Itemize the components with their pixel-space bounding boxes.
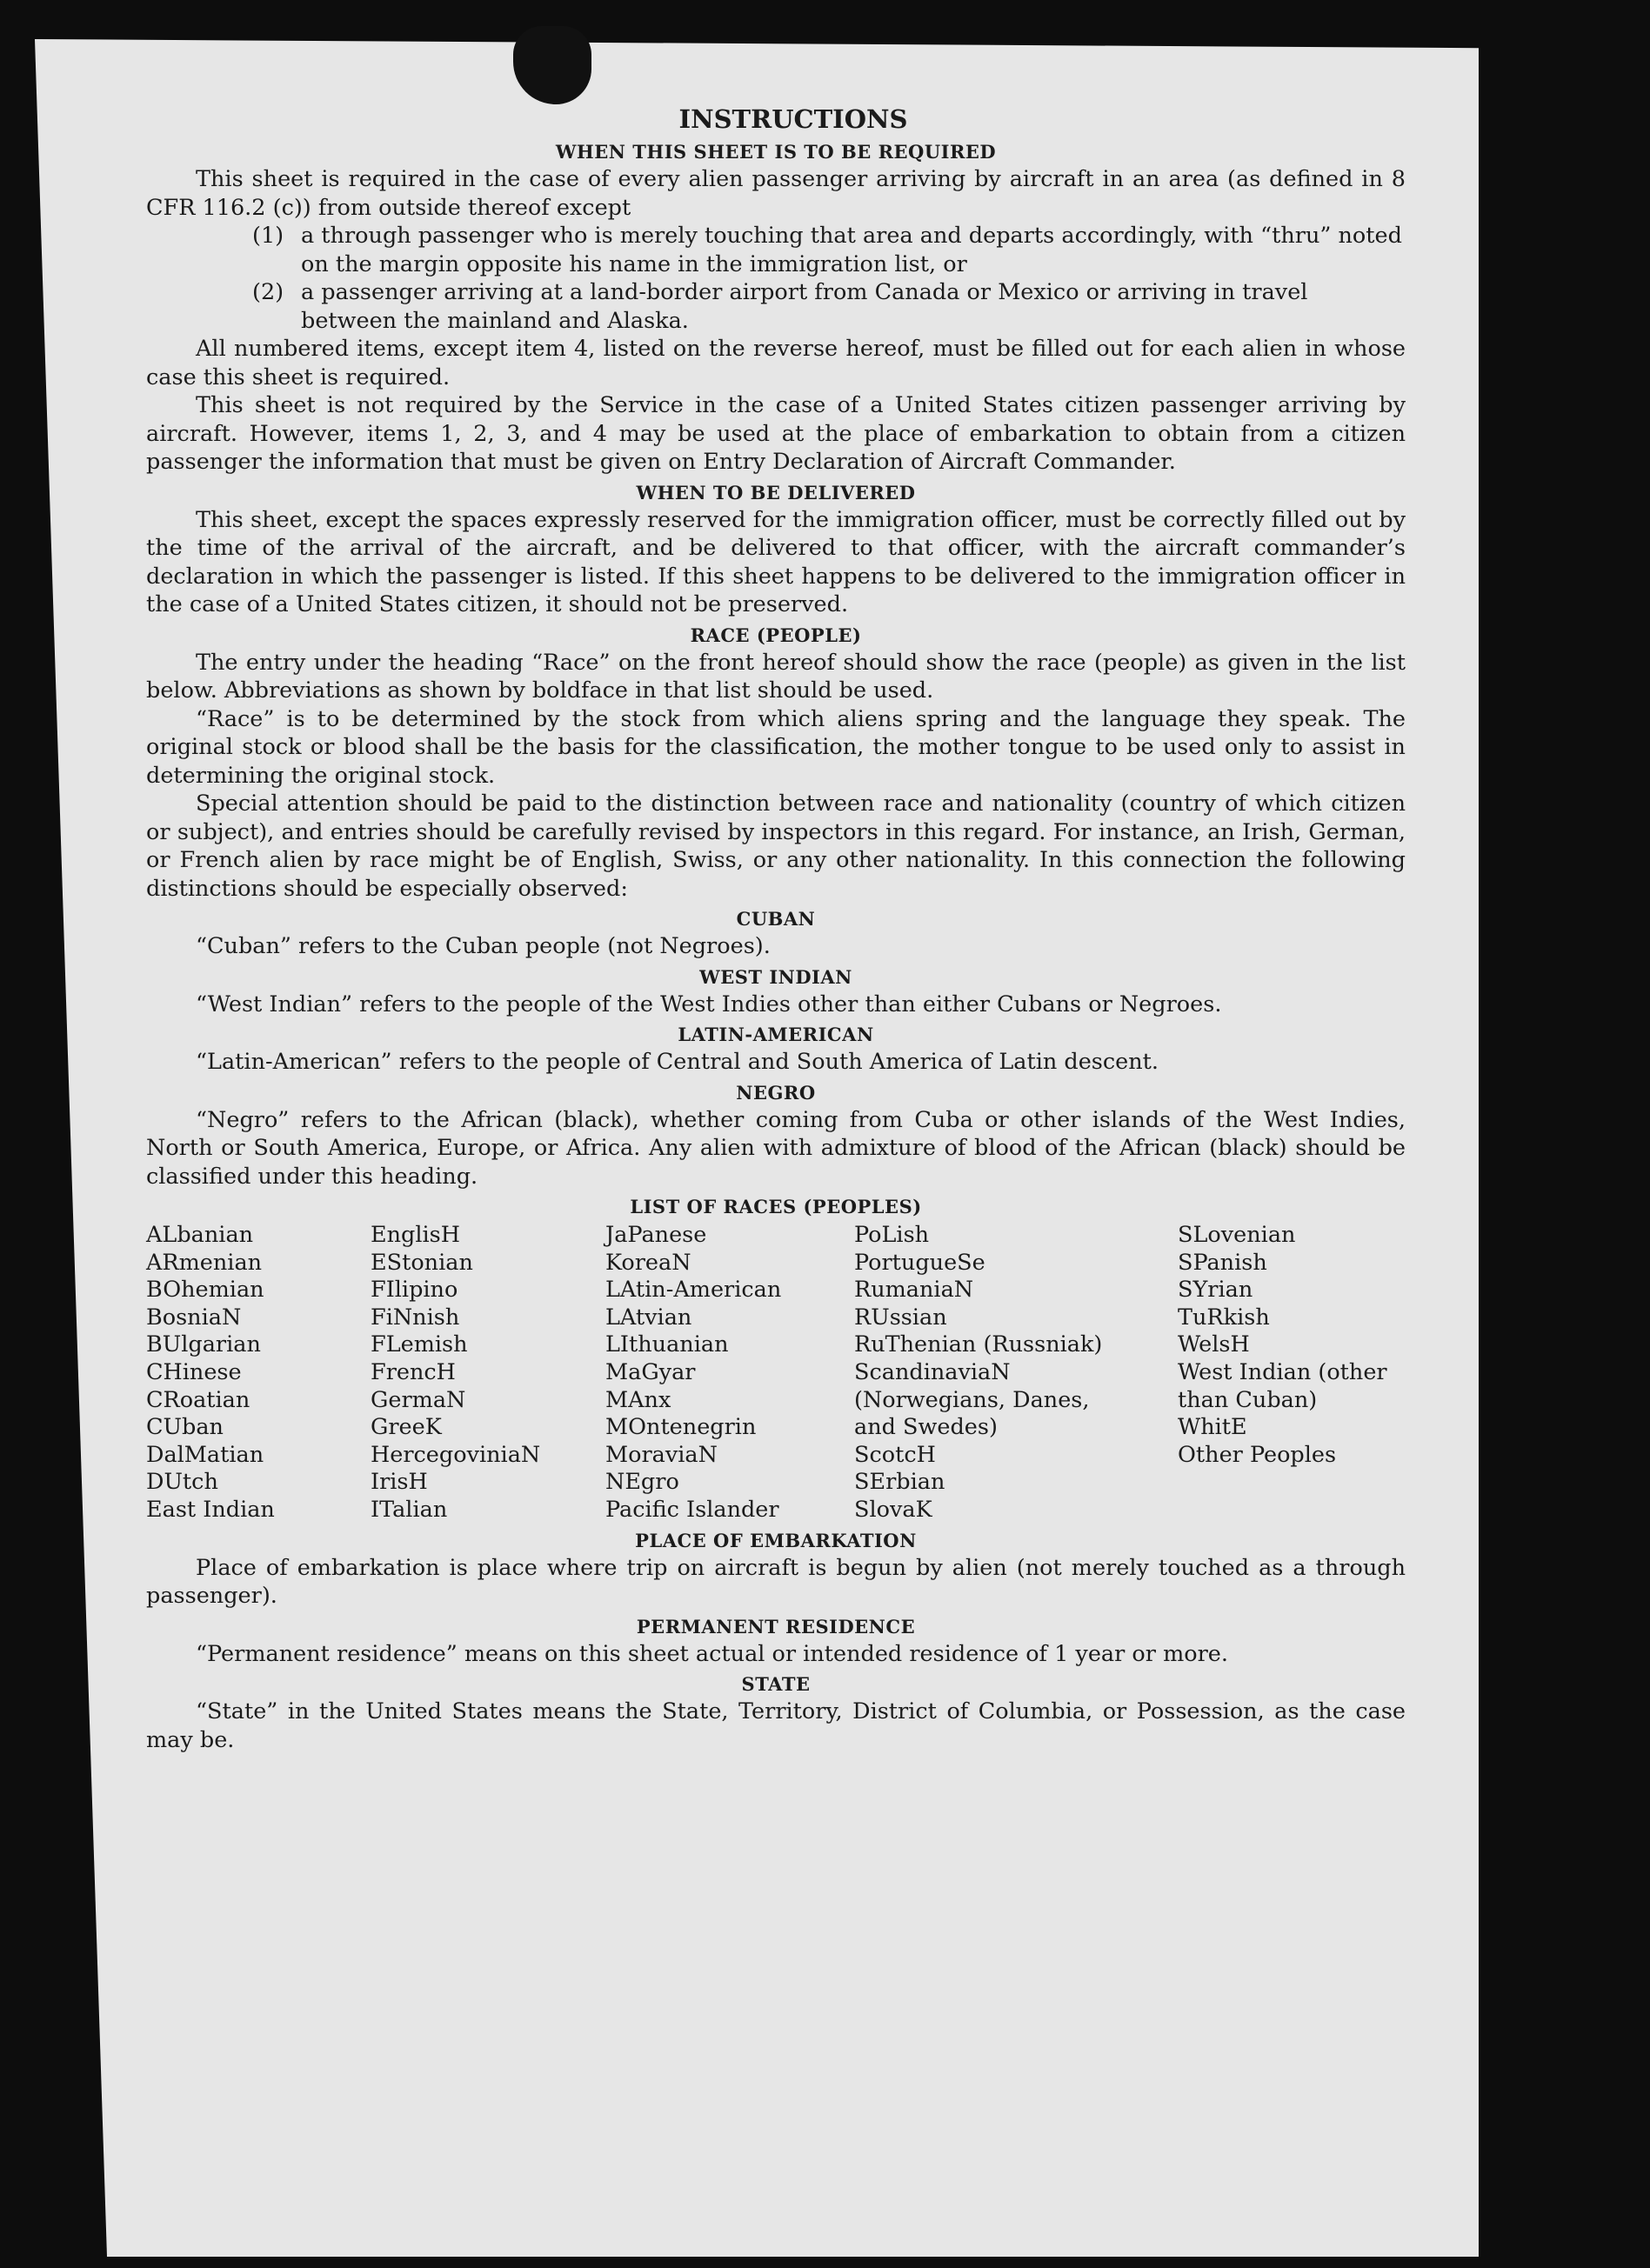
heading-races-list: LIST OF RACES (PEOPLES) <box>630 1196 922 1217</box>
embarkation-text: Place of embarkation is place where trip on aircraft is begun by alien (not merely touched as a through passenger). <box>146 1554 1406 1610</box>
race-entry: MAnx <box>605 1386 671 1413</box>
race-entry: CHinese <box>146 1358 242 1385</box>
race-entry: MOntenegrin <box>605 1414 757 1441</box>
cuban-text: “Cuban” refers to the Cuban people (not Negroes). <box>196 933 771 959</box>
race-entry: FIlipino <box>371 1277 458 1304</box>
race-entry: TuRkish <box>1178 1304 1270 1331</box>
heading-delivered: WHEN TO BE DELIVERED <box>636 481 916 504</box>
race-entry: EStonian <box>371 1249 473 1276</box>
race-entry: ARmenian <box>146 1249 263 1276</box>
race-entry: FrencH <box>371 1358 456 1385</box>
race-entry: ITalian <box>371 1496 448 1523</box>
race-entry: SErbian <box>854 1469 945 1496</box>
race-entry: LIthuanian <box>605 1331 729 1358</box>
race-entry: ScotcH <box>854 1441 936 1468</box>
race-entry: KoreaN <box>605 1249 691 1276</box>
race-entry: PortugueSe <box>854 1249 985 1276</box>
race-para2: “Race” is to be determined by the stock from which aliens spring and the language they speak. The original stock or blood shall be the basis for the classification, the mother tongue to be used only to assist in determining the original stock. <box>146 705 1406 789</box>
latin-american-text: “Latin-American” refers to the people of Central and South America of Latin descent. <box>196 1049 1159 1075</box>
races-column <box>1178 1222 1406 1524</box>
race-entry: FLemish <box>371 1331 468 1358</box>
race-para1: The entry under the heading “Race” on the front hereof should show the race (people) as given in the list below. Abbreviations as shown by boldface in that list should be used. <box>146 649 1406 704</box>
race-entry: LAtin-American <box>605 1277 782 1304</box>
race-entry: PoLish <box>854 1222 930 1248</box>
west-indian-text: “West Indian” refers to the people of the West Indies other than either Cubans or Negroes. <box>196 991 1222 1017</box>
heading-latin-american: LATIN-AMERICAN <box>678 1024 874 1045</box>
race-entry: East Indian <box>146 1496 275 1523</box>
race-entry: CRoatian <box>146 1386 251 1413</box>
races-column <box>371 1222 605 1524</box>
race-entry: RuThenian (Russniak) <box>854 1331 1103 1358</box>
delivered-text: This sheet, except the spaces expressly reserved for the immigration officer, must be correctly filled out by the time of the arrival of the aircraft, and be delivered to that officer, with the aircraft commander’s declaration in which the passenger is listed. If this sheet happens to be delivered to the immigration officer in the case of a United States citizen, it should not be preserved. <box>146 506 1406 617</box>
race-entry: EnglisH <box>371 1222 460 1248</box>
heading-west-indian: WEST INDIAN <box>699 965 852 988</box>
race-entry: RumaniaN <box>854 1277 974 1304</box>
race-entry: ScandinaviaN (Norwegians, Danes, and Swedes) <box>854 1358 1090 1441</box>
races-column <box>854 1222 1178 1524</box>
race-entry: LAtvian <box>605 1304 692 1331</box>
race-entry: MoraviaN <box>605 1441 718 1468</box>
race-entry: FiNnish <box>371 1304 460 1331</box>
race-entry: GermaN <box>371 1386 466 1413</box>
races-column <box>146 1222 371 1524</box>
race-entry: JaPanese <box>605 1222 707 1248</box>
exception-item: (2) a passenger arriving at a land-border airport from Canada or Mexico or arriving in travel between the mainland and Alaska. <box>252 279 1308 334</box>
race-entry: GreeK <box>371 1414 442 1441</box>
heading-race: RACE (PEOPLE) <box>690 624 862 646</box>
heading-state: STATE <box>741 1673 811 1696</box>
race-entry: SYrian <box>1178 1277 1253 1304</box>
negro-text: “Negro” refers to the African (black), whether coming from Cuba or other islands of the West Indies, North or South America, Europe, or Africa. Any alien with admixture of blood of the African (black) should be classified under this heading. <box>146 1106 1406 1190</box>
race-entry: SlovaK <box>854 1496 932 1523</box>
race-entry: BOhemian <box>146 1277 264 1304</box>
instructions-document <box>146 103 1406 1754</box>
race-entry: BUlgarian <box>146 1331 261 1358</box>
race-entry: MaGyar <box>605 1358 696 1385</box>
race-entry: Pacific Islander <box>605 1496 779 1523</box>
race-entry: BosniaN <box>146 1304 242 1331</box>
race-entry: WelsH <box>1178 1331 1250 1358</box>
race-entry: HercegoviniaN <box>371 1441 541 1468</box>
heading-cuban: CUBAN <box>736 908 816 930</box>
race-entry: Other Peoples <box>1178 1441 1337 1468</box>
race-entry: DUtch <box>146 1469 218 1496</box>
heading-negro: NEGRO <box>736 1081 816 1104</box>
state-text: “State” in the United States means the State, Territory, District of Columbia, or Possession, as the case may be. <box>146 1698 1406 1753</box>
race-entry: WhitE <box>1178 1414 1247 1441</box>
heading-residence: PERMANENT RESIDENCE <box>636 1615 916 1638</box>
race-entry: SLovenian <box>1178 1222 1296 1248</box>
race-entry: SPanish <box>1178 1249 1267 1276</box>
race-entry: IrisH <box>371 1469 428 1496</box>
required-intro: This sheet is required in the case of every alien passenger arriving by aircraft in an area (as defined in 8 CFR 116.2 (c)) from outside thereof except <box>146 166 1406 221</box>
heading-embarkation: PLACE OF EMBARKATION <box>635 1529 917 1551</box>
race-entry: NEgro <box>605 1469 679 1496</box>
required-para3: This sheet is not required by the Service in the case of a United States citizen passenger arriving by aircraft. However, items 1, 2, 3, and 4 may be used at the place of embarkation to obtain from a citizen passenger the information that must be given on Entry Declaration of Aircraft Commander. <box>146 392 1406 475</box>
race-para3: Special attention should be paid to the distinction between race and nationality (country of which citizen or subject), and entries should be carefully revised by inspectors in this regard. For instance, an Irish, German, or French alien by race might be of English, Swiss, or any other nationality. In this connection the following distinctions should be especially observed: <box>146 790 1406 902</box>
race-entry: CUban <box>146 1414 224 1441</box>
heading-required: WHEN THIS SHEET IS TO BE REQUIRED <box>555 141 997 163</box>
race-entry: DalMatian <box>146 1441 264 1468</box>
residence-text: “Permanent residence” means on this sheet actual or intended residence of 1 year or more. <box>196 1640 1228 1667</box>
race-entry: ALbanian <box>146 1222 254 1248</box>
race-entry: West Indian (other than Cuban) <box>1178 1358 1387 1413</box>
race-entry: RUssian <box>854 1304 947 1331</box>
page-title: INSTRUCTIONS <box>678 104 908 134</box>
required-para2: All numbered items, except item 4, listed on the reverse hereof, must be filled out for each alien in whose case this sheet is required. <box>146 336 1406 390</box>
races-list <box>146 1222 1406 1524</box>
races-column <box>605 1222 854 1524</box>
exception-item: (1) a through passenger who is merely touching that area and departs accordingly, with “thru” noted on the margin opposite his name in the immigration list, or <box>252 223 1402 277</box>
